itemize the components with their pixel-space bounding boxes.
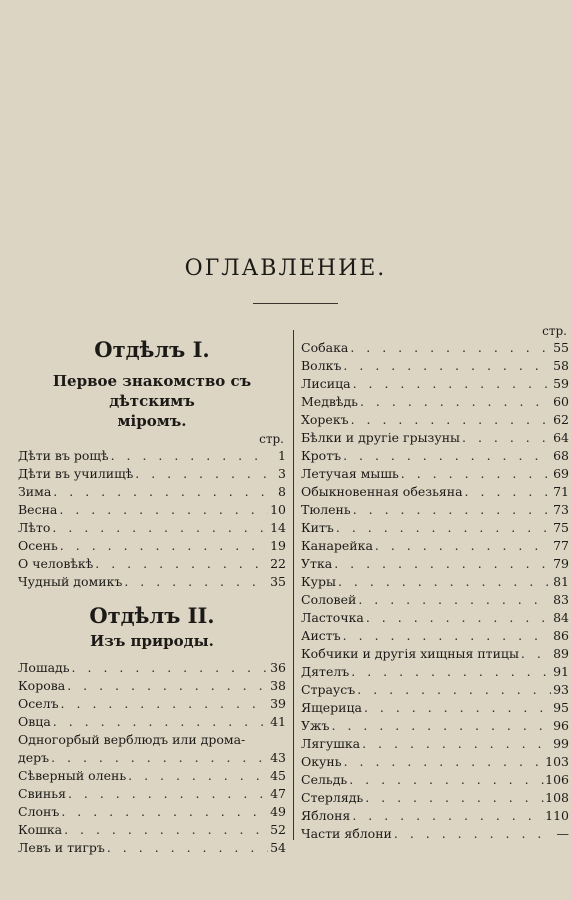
- toc-entry-title: Дѣти въ училищѣ: [18, 466, 134, 481]
- toc-entry: [301, 411, 569, 429]
- toc-entry-page: 10: [270, 502, 286, 517]
- toc-entry-page: 95: [553, 700, 569, 715]
- dot-leader: [362, 699, 551, 717]
- toc-entry-page: 77: [553, 538, 569, 553]
- toc-entry: [301, 339, 569, 357]
- section-2-heading: Отдѣлъ II.: [89, 603, 215, 628]
- dot-leader: [59, 803, 268, 821]
- toc-entry-page: 41: [270, 714, 286, 729]
- toc-entry-title: Куры: [301, 574, 336, 589]
- toc-entry-page: 35: [270, 574, 286, 589]
- dot-leader: [51, 713, 268, 731]
- toc-entry: [18, 465, 286, 483]
- toc-entry: [301, 357, 569, 375]
- dot-leader: [50, 519, 268, 537]
- toc-entry: [301, 537, 569, 555]
- toc-entry-title: Слонъ: [18, 804, 60, 819]
- toc-entry: [301, 393, 569, 411]
- toc-entry-page: 83: [553, 592, 569, 607]
- toc-entry-page: 45: [270, 768, 286, 783]
- toc-entry-page: 3: [278, 466, 286, 481]
- dot-leader: [358, 393, 551, 411]
- right-entries: [301, 339, 569, 843]
- toc-entry-title: Овца: [18, 714, 51, 729]
- toc-entry-page: 75: [553, 520, 569, 535]
- dot-leader: [62, 821, 268, 839]
- toc-entry-title: Левъ и тигръ: [18, 840, 105, 855]
- toc-entry-title: Лошадь: [18, 660, 70, 675]
- toc-entry-title: Окунь: [301, 754, 342, 769]
- toc-entry-page: 86: [553, 628, 569, 643]
- section-1-entries: [18, 447, 286, 591]
- toc-entry-page: 99: [553, 736, 569, 751]
- toc-entry: [18, 695, 286, 713]
- toc-entry-page: 106: [545, 772, 569, 787]
- section-2-entries-a: [18, 659, 286, 731]
- toc-entry-title: Бѣлки и другіе грызуны: [301, 430, 461, 445]
- dot-leader: [341, 627, 551, 645]
- section-1-subtitle-line2: міромъ.: [117, 412, 187, 430]
- toc-entry: [18, 519, 286, 537]
- toc-entry-title: Сѣверный олень: [18, 768, 127, 783]
- toc-entry: [301, 735, 569, 753]
- toc-entry-page: 49: [270, 804, 286, 819]
- toc-entry: [18, 839, 286, 857]
- toc-entry-page: 96: [553, 718, 569, 733]
- dot-leader: [341, 357, 551, 375]
- toc-entry-page: 43: [270, 750, 286, 765]
- toc-entry-page: 108: [545, 790, 569, 805]
- dot-leader: [356, 591, 551, 609]
- toc-entry: [301, 753, 569, 771]
- dot-leader: [93, 555, 268, 573]
- page-column-label: стр.: [259, 432, 284, 446]
- dot-leader: [392, 825, 551, 843]
- toc-entry-title: Лѣто: [18, 520, 51, 535]
- dot-leader: [463, 483, 551, 501]
- dot-leader: [351, 501, 551, 519]
- toc-entry-page: 54: [270, 840, 286, 855]
- toc-entry-title: Свинья: [18, 786, 66, 801]
- toc-entry-title: Корова: [18, 678, 66, 693]
- toc-entry-page: 1: [278, 448, 286, 463]
- dot-leader: [126, 767, 268, 785]
- toc-entry-page: 62: [553, 412, 569, 427]
- toc-entry: [301, 375, 569, 393]
- dot-leader: [336, 573, 551, 591]
- toc-entry: [18, 483, 286, 501]
- toc-entry: [301, 609, 569, 627]
- toc-entry: [18, 447, 286, 465]
- dot-leader: [373, 537, 551, 555]
- toc-entry: [301, 681, 569, 699]
- toc-entry: [18, 555, 286, 573]
- toc-entry: [18, 573, 286, 591]
- page-title: ОГЛАВЛЕНИЕ.: [184, 256, 387, 281]
- toc-entry-page: —: [556, 826, 569, 841]
- dot-leader: [351, 375, 551, 393]
- toc-entry-page: 55: [553, 340, 569, 355]
- toc-entry: [301, 627, 569, 645]
- toc-entry-page: 19: [270, 538, 286, 553]
- toc-entry-page: 8: [278, 484, 286, 499]
- toc-entry-page: 84: [553, 610, 569, 625]
- toc-entry: [18, 501, 286, 519]
- toc-entry-page: 89: [553, 646, 569, 661]
- toc-entry-title: Кошка: [18, 822, 63, 837]
- toc-entry-page: 68: [553, 448, 569, 463]
- toc-entry: [301, 771, 569, 789]
- toc-entry: [18, 767, 286, 785]
- toc-entry: [301, 663, 569, 681]
- toc-entry-title: Канарейка: [301, 538, 373, 553]
- dot-leader: [349, 663, 551, 681]
- toc-entry-title: Медвѣдь: [301, 394, 358, 409]
- dot-leader: [399, 465, 551, 483]
- dot-leader: [122, 573, 268, 591]
- dot-leader: [364, 609, 551, 627]
- toc-entry: [301, 555, 569, 573]
- toc-entry-page: 81: [553, 574, 569, 589]
- toc-entry: [301, 501, 569, 519]
- toc-entry: [18, 537, 286, 555]
- dot-leader: [66, 785, 268, 803]
- dot-leader: [332, 555, 551, 573]
- toc-entry-title: Дѣти въ рощѣ: [18, 448, 109, 463]
- dot-leader: [70, 659, 268, 677]
- toc-entry-title: Кобчики и другія хищныя птицы: [301, 646, 519, 661]
- dot-leader: [360, 735, 551, 753]
- toc-entry: [18, 677, 286, 695]
- toc-entry-continued: Одногорбый верблюдъ или дрома-: [18, 732, 246, 747]
- dot-leader: [460, 429, 551, 447]
- toc-entry-page: 110: [545, 808, 569, 823]
- toc-entry-page: 47: [270, 786, 286, 801]
- toc-entry: [18, 713, 286, 731]
- column-divider: [293, 330, 294, 840]
- toc-entry-title: деръ: [18, 750, 50, 765]
- toc-entry-title: Части яблони: [301, 826, 392, 841]
- toc-entry-page: 91: [553, 664, 569, 679]
- toc-entry-title: Аистъ: [301, 628, 341, 643]
- toc-entry-page: 38: [270, 678, 286, 693]
- toc-entry: [18, 803, 286, 821]
- toc-entry: [301, 573, 569, 591]
- toc-entry: [301, 519, 569, 537]
- toc-entry-title: Хорекъ: [301, 412, 349, 427]
- toc-entry: [18, 821, 286, 839]
- toc-entry: [18, 659, 286, 677]
- toc-entry-page: 93: [553, 682, 569, 697]
- toc-entry-title: Чудный домикъ: [18, 574, 123, 589]
- toc-entry-title: Лисица: [301, 376, 351, 391]
- toc-entry-title: Осень: [18, 538, 58, 553]
- dot-leader: [109, 447, 268, 465]
- dot-leader: [58, 537, 268, 555]
- dot-leader: [347, 771, 545, 789]
- toc-entry-title: Утка: [301, 556, 333, 571]
- section-1-heading: Отдѣлъ I.: [94, 337, 210, 362]
- dot-leader: [355, 681, 551, 699]
- toc-entry-page: 14: [270, 520, 286, 535]
- dot-leader: [49, 749, 268, 767]
- toc-entry-title: Зима: [18, 484, 52, 499]
- toc-entry-page: 103: [545, 754, 569, 769]
- toc-entry-title: Собака: [301, 340, 349, 355]
- section-2-entries-b: [18, 767, 286, 857]
- toc-entry-title: Кротъ: [301, 448, 342, 463]
- toc-entry-title: Яблоня: [301, 808, 351, 823]
- dot-leader: [519, 645, 551, 663]
- toc-entry-title: Лягушка: [301, 736, 361, 751]
- toc-entry: [18, 785, 286, 803]
- toc-entry-page: 60: [553, 394, 569, 409]
- toc-entry-title: Ужъ: [301, 718, 330, 733]
- toc-entry-title: Стерлядь: [301, 790, 364, 805]
- toc-entry-page: 59: [553, 376, 569, 391]
- toc-entry: [301, 789, 569, 807]
- page-column-label: стр.: [542, 324, 567, 338]
- toc-entry-title: О человѣкѣ: [18, 556, 94, 571]
- dot-leader: [65, 677, 268, 695]
- left-column: [18, 335, 286, 857]
- toc-entry: [301, 825, 569, 843]
- toc-entry-title: Ящерица: [301, 700, 362, 715]
- toc-entry-page: 69: [553, 466, 569, 481]
- toc-entry-page: 58: [553, 358, 569, 373]
- toc-entry-title: Летучая мышь: [301, 466, 399, 481]
- dot-leader: [341, 447, 551, 465]
- dot-leader: [342, 753, 546, 771]
- toc-entry-title: Весна: [18, 502, 58, 517]
- dot-leader: [51, 483, 268, 501]
- toc-entry-page: 73: [553, 502, 569, 517]
- toc-entry: [301, 447, 569, 465]
- toc-entry-page: 22: [270, 556, 286, 571]
- toc-entry-page: 36: [270, 660, 286, 675]
- toc-entry-title: Сельдь: [301, 772, 348, 787]
- toc-entry-page: 52: [270, 822, 286, 837]
- toc-entry: [301, 429, 569, 447]
- toc-entry-title: Соловей: [301, 592, 357, 607]
- toc-entry-title: Оселъ: [18, 696, 59, 711]
- dot-leader: [57, 501, 268, 519]
- dot-leader: [59, 695, 268, 713]
- toc-entry: [301, 645, 569, 663]
- section-2-subtitle: Изъ природы.: [90, 632, 214, 650]
- dot-leader: [349, 411, 551, 429]
- toc-entry: [301, 807, 569, 825]
- toc-entry-title: Дятелъ: [301, 664, 350, 679]
- toc-entry-page: 71: [553, 484, 569, 499]
- dot-leader: [334, 519, 551, 537]
- toc-entry-title: Китъ: [301, 520, 334, 535]
- toc-entry: [301, 465, 569, 483]
- toc-entry-title: Волкъ: [301, 358, 342, 373]
- dot-leader: [133, 465, 268, 483]
- toc-entry: [301, 483, 569, 501]
- dot-leader: [348, 339, 551, 357]
- section-1-subtitle-line1: Первое знакомство съ дѣтскимъ: [52, 372, 252, 410]
- toc-entry-title: Страусъ: [301, 682, 356, 697]
- dot-leader: [105, 839, 268, 857]
- toc-entry-title: Ласточка: [301, 610, 364, 625]
- dot-leader: [363, 789, 545, 807]
- dot-leader: [330, 717, 552, 735]
- toc-entry-title: Тюлень: [301, 502, 351, 517]
- toc-entry: [301, 717, 569, 735]
- dot-leader: [350, 807, 545, 825]
- right-column: [301, 323, 569, 843]
- toc-entry: [18, 749, 286, 767]
- title-rule: [253, 303, 338, 304]
- toc-entry-page: 79: [553, 556, 569, 571]
- toc-entry-page: 64: [553, 430, 569, 445]
- toc-entry: [301, 699, 569, 717]
- toc-entry-title: Обыкновенная обезьяна: [301, 484, 463, 499]
- toc-entry: [301, 591, 569, 609]
- toc-entry-page: 39: [270, 696, 286, 711]
